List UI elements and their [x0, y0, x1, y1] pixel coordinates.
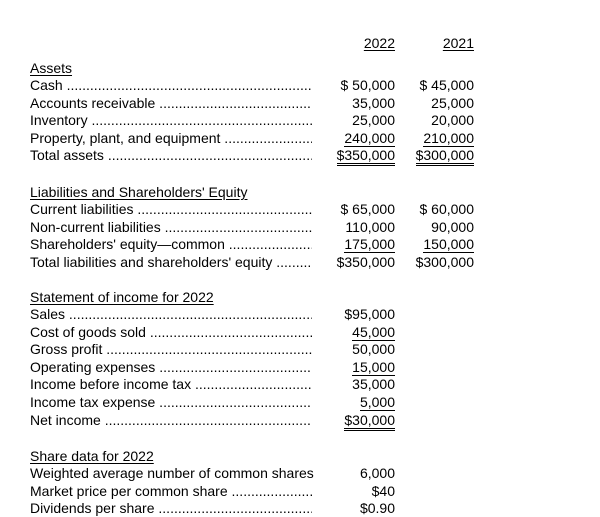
income-title: Statement of income for 2022 [30, 289, 214, 305]
value-2022: $95,000 [344, 306, 395, 322]
value-2021: 150,000 [423, 236, 474, 253]
row-label: Income before income tax ..... [30, 376, 312, 392]
assets-row [0, 112, 600, 129]
value-2021: $ 60,000 [419, 201, 474, 217]
row-label: Dividends per share ..... [30, 500, 312, 516]
value-2022: 6,000 [359, 465, 395, 481]
value-2021: 20,000 [431, 112, 474, 129]
value-2022: 110,000 [345, 218, 395, 235]
income-row [0, 341, 600, 358]
assets-row [0, 130, 600, 147]
value-2022: 35,000 [352, 94, 395, 111]
value-2022: 35,000 [352, 376, 395, 393]
row-label: Income tax expense ..... [30, 394, 312, 410]
income-row [0, 394, 600, 411]
row-label: Total liabilities and shareholders' equity ..... [30, 254, 312, 270]
value-2022: $40 [371, 482, 395, 499]
year-header-2021: 2021 [442, 35, 474, 51]
liabilities-row [0, 254, 600, 271]
liabilities-title: Liabilities and Shareholders' Equity [30, 184, 248, 200]
row-label: Operating expenses ..... [30, 359, 312, 375]
row-label: Market price per common share ..... [30, 483, 312, 499]
assets-row [0, 147, 600, 164]
income-row [0, 412, 600, 429]
row-label: Sales ..... [30, 306, 312, 322]
income-row [0, 306, 600, 323]
year-header-2022: 2022 [363, 35, 395, 51]
income-row [0, 359, 600, 376]
row-label: Cash ..... [30, 77, 312, 93]
value-2022: 25,000 [352, 112, 395, 129]
value-2022: $350,000 [328, 147, 395, 163]
income-row [0, 324, 600, 341]
value-2022: 50,000 [352, 341, 395, 358]
value-2021: 25,000 [431, 94, 474, 111]
row-label: Property, plant, and equipment ..... [30, 130, 312, 146]
row-label: Shareholders' equity—common ..... [30, 236, 312, 252]
assets-row [0, 95, 600, 112]
share-row [0, 465, 600, 482]
row-label: Cost of goods sold ..... [30, 324, 312, 340]
value-2022: 5,000 [359, 394, 395, 410]
value-2021: 90,000 [431, 218, 474, 235]
value-2022: $0.90 [359, 500, 395, 517]
share-row [0, 483, 600, 500]
value-2022: $ 65,000 [340, 201, 395, 217]
value-2021: 210,000 [423, 129, 474, 146]
row-label: Inventory ..... [30, 112, 312, 128]
liabilities-row [0, 201, 600, 218]
liabilities-row [0, 236, 600, 253]
row-label: Accounts receivable ..... [30, 95, 312, 111]
row-label: Total assets ..... [30, 147, 312, 163]
income-row [0, 376, 600, 393]
share-title: Share data for 2022 [30, 448, 154, 464]
value-2021: $ 45,000 [419, 77, 474, 93]
row-label: Current liabilities ..... [30, 201, 312, 217]
row-label: Non-current liabilities ..... [30, 219, 312, 235]
value-2022: $ 50,000 [340, 77, 395, 93]
share-row [0, 500, 600, 517]
value-2022: $350,000 [336, 253, 395, 270]
value-2022: 175,000 [344, 236, 395, 253]
row-label: Gross profit ..... [30, 341, 312, 357]
value-2022: $30,000 [328, 412, 395, 428]
liabilities-row [0, 219, 600, 236]
assets-title: Assets [30, 60, 73, 76]
assets-row [0, 77, 600, 94]
value-2022: 45,000 [352, 323, 395, 340]
row-label: Net income ..... [30, 412, 312, 428]
row-label: Weighted average number of common shares [30, 465, 314, 481]
value-2021: $300,000 [405, 147, 474, 163]
value-2022: 15,000 [352, 358, 395, 375]
value-2022: 240,000 [344, 129, 395, 146]
value-2021: $300,000 [415, 253, 474, 270]
